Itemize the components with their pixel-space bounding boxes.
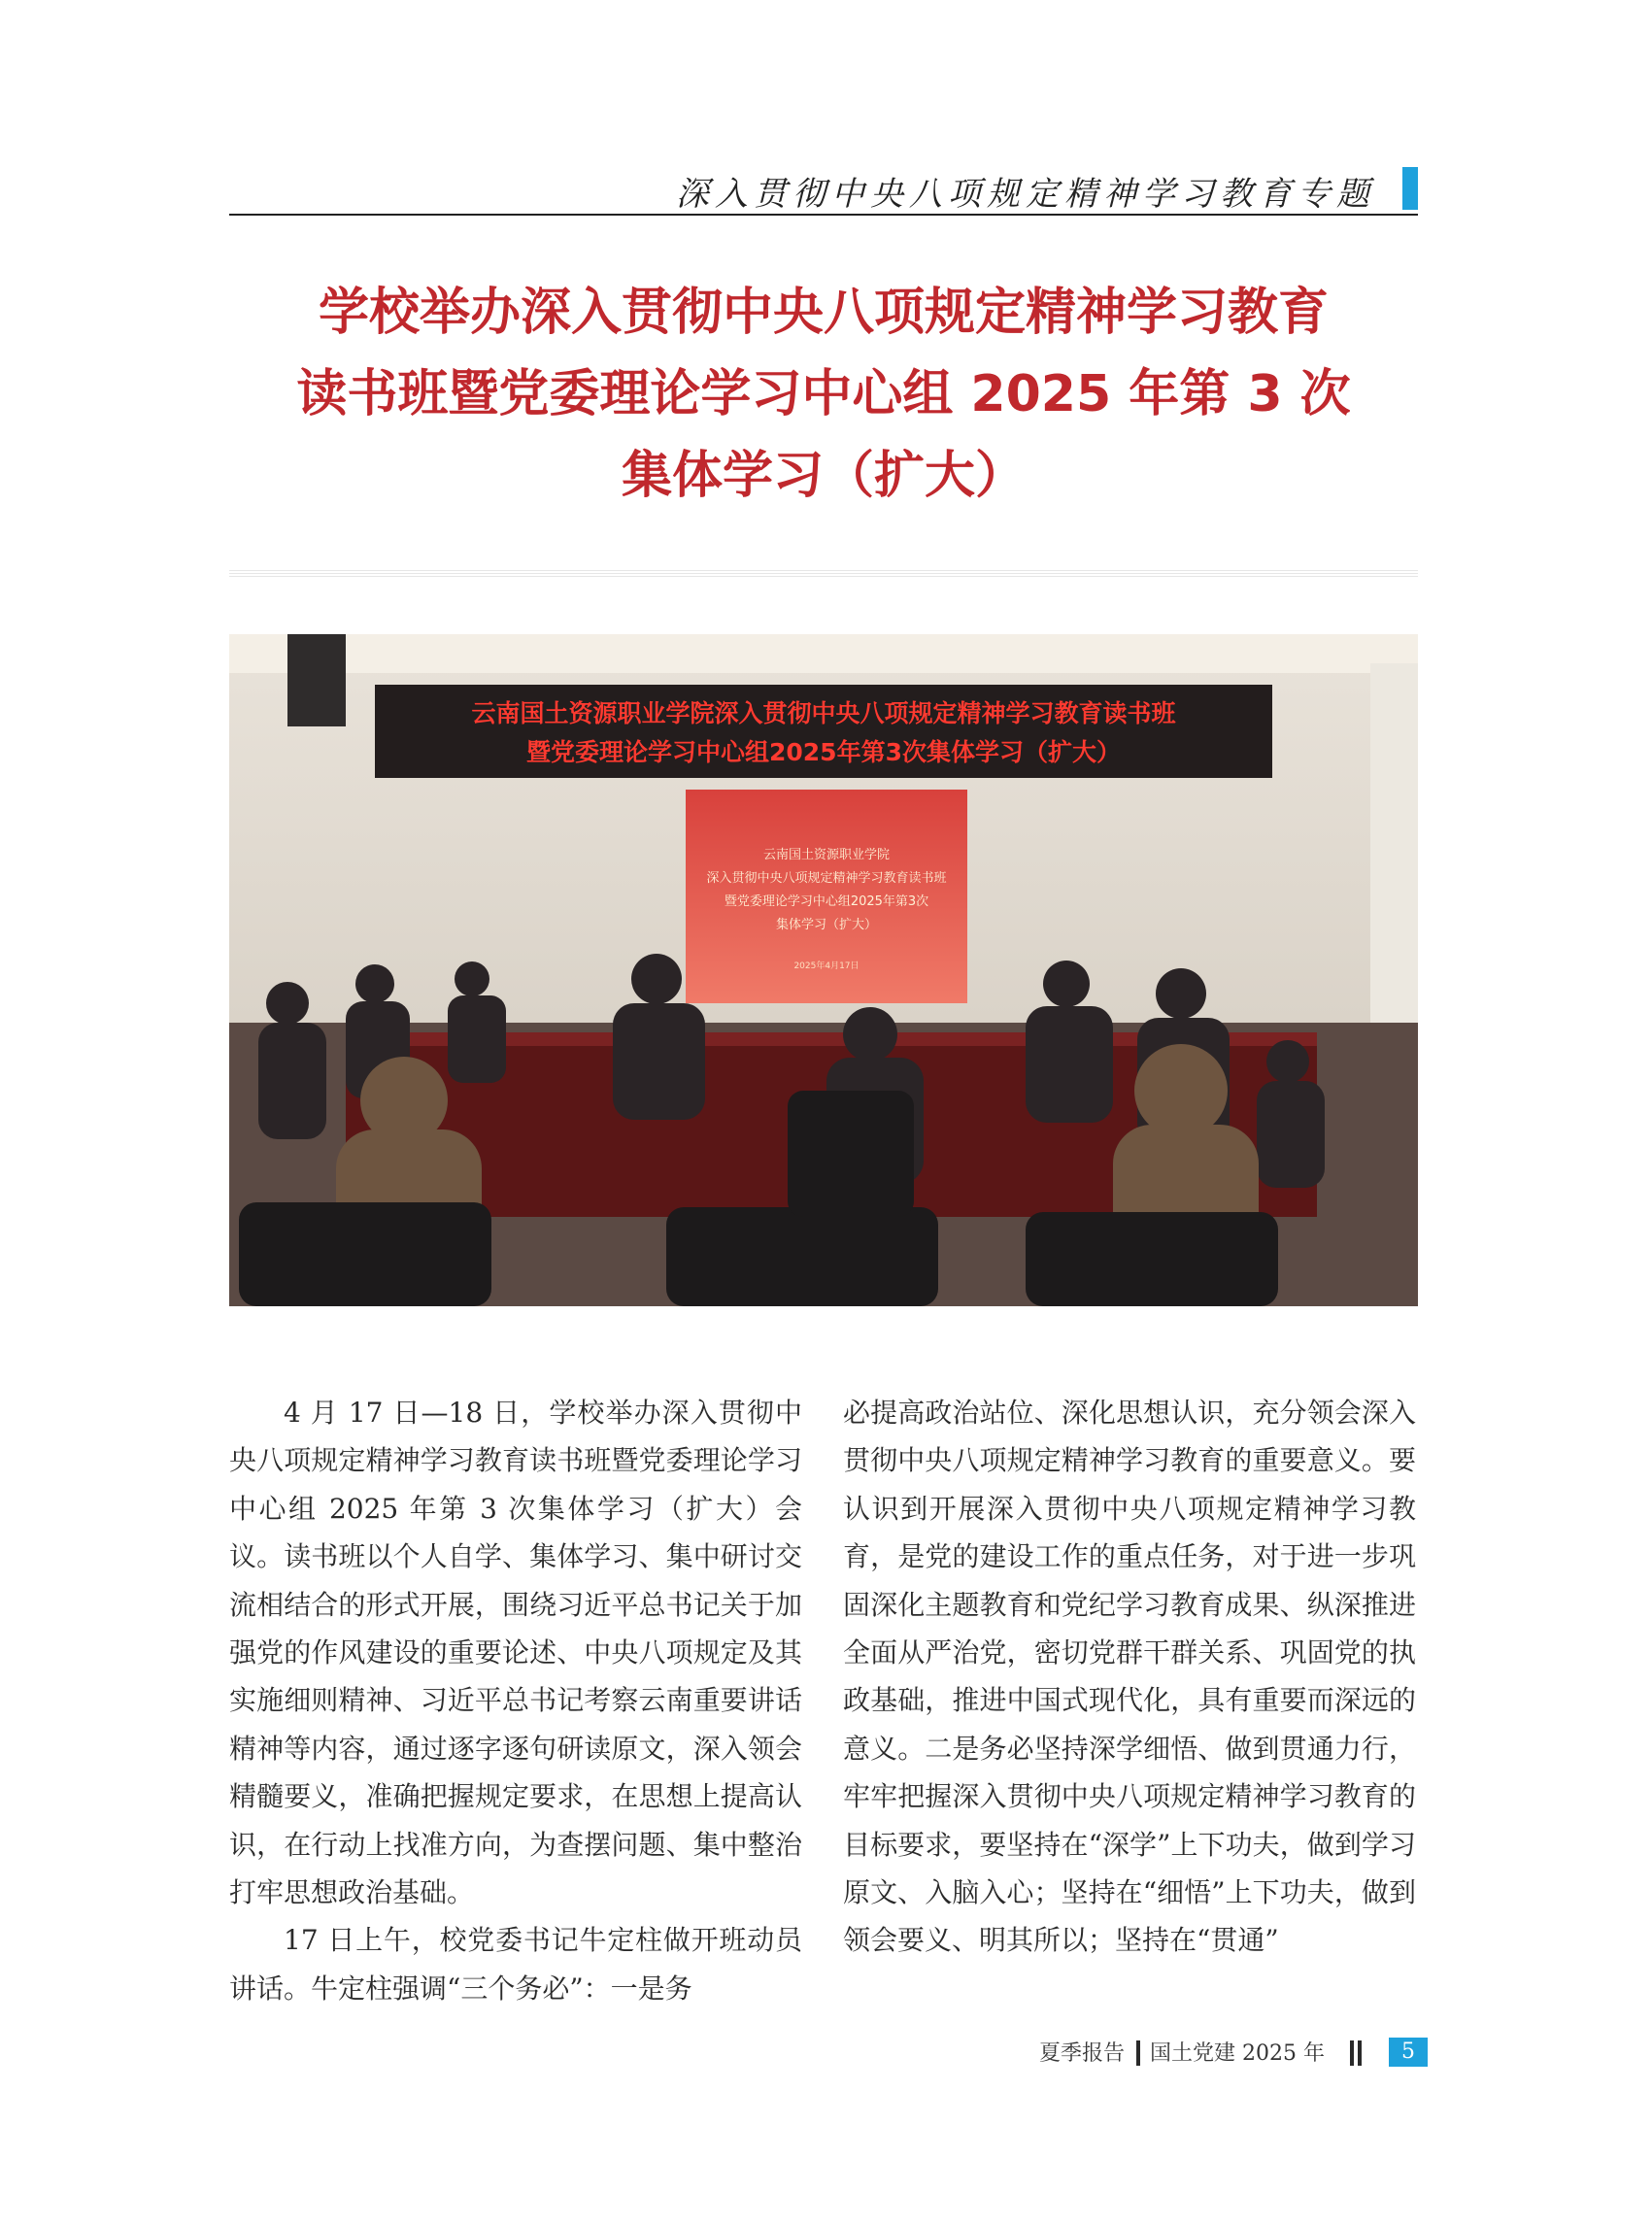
page-number: 5 <box>1389 2038 1428 2067</box>
running-head-title: 深入贯彻中央八项规定精神学习教育专题 <box>676 175 1375 214</box>
page-footer <box>991 2033 1428 2072</box>
projector-screen-date: 2025年4月17日 <box>793 961 860 971</box>
footer-issue: 国土党建 2025 年 <box>1150 2041 1325 2066</box>
projector-screen-line-4: 集体学习（扩大） <box>775 918 877 932</box>
meeting-banner-line-1: 云南国土资源职业学院深入贯彻中央八项规定精神学习教育读书班 <box>471 699 1176 727</box>
running-head-rule <box>229 214 1418 216</box>
meeting-banner-line-2: 暨党委理论学习中心组2025年第3次集体学习（扩大） <box>526 738 1121 766</box>
projector-screen-line-1: 云南国土资源职业学院 <box>762 848 890 862</box>
footer-separator <box>1350 2040 1354 2066</box>
article-paragraph-continued: 必提高政治站位、深化思想认识，充分领会深入贯彻中央八项规定精神学习教育的重要意义。要认识到开展深入贯彻中央八项规定精神学习教育，是党的建设工作的重点任务，对于进一步巩固深化主题教育和党纪学习教育成果、纵深推进全面从严治党，密切党群干群关系、巩固党的执政基础，推进中国式现代化，具有重要而深远的意义。二是务必坚持深学细悟、做到贯通力行，牢牢把握深入贯彻中央八项规定精神学习教育的目标要求，要坚持在“深学”上下功夫，做到学习原文、入脑入心；坚持在“细悟”上下功夫，做到领会要义、明其所以；坚持在“贯通” <box>843 1397 1416 1957</box>
article-headline <box>229 272 1418 517</box>
article-column-right <box>843 1389 1416 1965</box>
headline-line-1: 学校举办深入贯彻中央八项规定精神学习教育 <box>318 284 1329 342</box>
projector-screen-line-3: 暨党委理论学习中心组2025年第3次 <box>724 894 929 909</box>
footer-separator <box>1358 2040 1362 2066</box>
meeting-photo <box>229 634 1418 1306</box>
running-head-accent-tab <box>1402 167 1418 210</box>
article-paragraph: 17 日上午，校党委书记牛定柱做开班动员讲话。牛定柱强调“三个务必”：一是务 <box>229 1924 802 2005</box>
headline-divider <box>229 569 1418 577</box>
footer-publication: 夏季报告 <box>1039 2041 1126 2066</box>
projector-screen-line-2: 深入贯彻中央八项规定精神学习教育读书班 <box>706 871 947 886</box>
article-paragraph: 4 月 17 日—18 日，学校举办深入贯彻中央八项规定精神学习教育读书班暨党委理论学习中心组 2025 年第 3 次集体学习（扩大）会议。读书班以个人自学、集体学习、集中研讨交流相结合的形式开展，围绕习近平总书记关于加强党的作风建设的重要论述、中央八项规定及其实施细则精神、习近平总书记考察云南重要讲话精神等内容，通过逐字逐句研读原文，深入领会精髓要义，准确把握规定要求，在思想上提高认识，在行动上找准方向，为查摆问题、集中整治打牢思想政治基础。 <box>229 1397 802 1909</box>
headline-line-3: 集体学习（扩大） <box>621 447 1026 505</box>
footer-separator <box>1136 2040 1140 2066</box>
headline-line-2: 读书班暨党委理论学习中心组 2025 年第 3 次 <box>296 365 1351 423</box>
article-column-left <box>229 1389 802 2012</box>
running-head <box>229 163 1418 216</box>
